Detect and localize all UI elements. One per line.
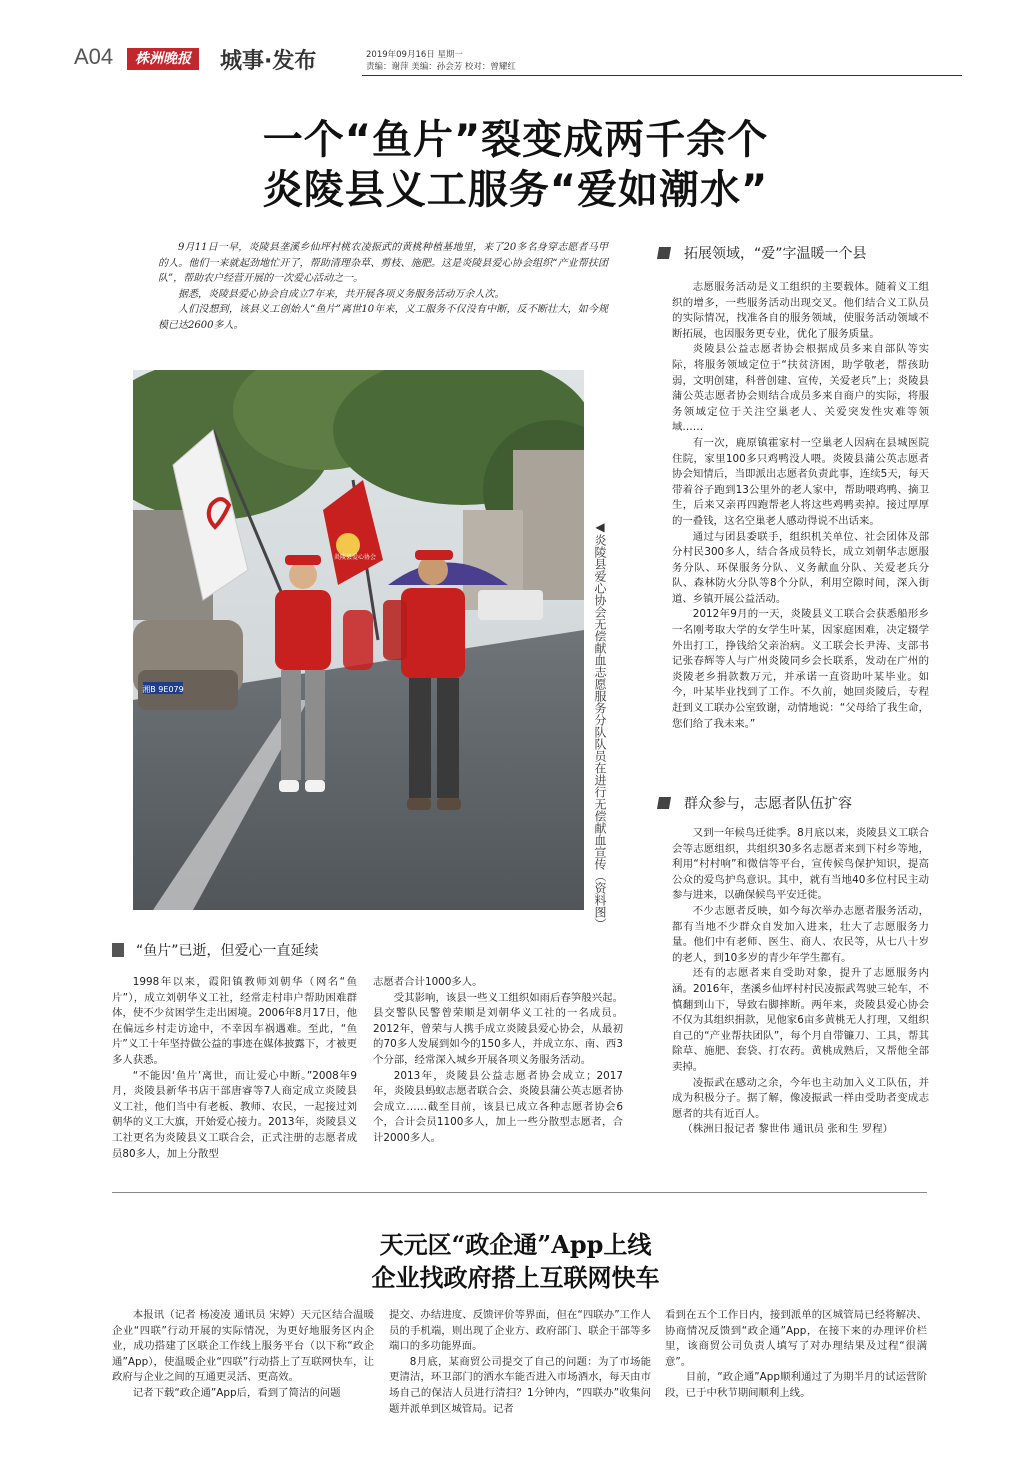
plate-text: 湘B 9E079	[142, 685, 184, 694]
body-paragraph: 记者下载“政企通”App后，看到了简洁的问题	[132, 1386, 341, 1399]
section1-header	[112, 940, 319, 960]
article2-column-3	[665, 1308, 927, 1402]
article-lead	[158, 240, 608, 333]
body-paragraph: “不能因‘鱼片’离世，而让爱心中断。”2008年9月，炎陵县新华书店干部唐睿等7人商定成立炎陵县义工社，他们当中有老板、教师、农民，一起接过刘朝华的义工大旗，开始爱心接力。2013年，炎陵县义工社更名为炎陵县义工联合会，正式注册的志愿者成员80多人，加上分散型	[112, 1069, 357, 1160]
article-divider	[112, 1192, 927, 1193]
editors-line: 责编：谢萍 美编：孙会芳 校对：曾耀红	[366, 62, 516, 72]
body-paragraph: 通过与团县委联手，组织机关单位、社会团体及部分村民300多人，结合各成员特长，成立刘朝华志愿服务分队、环保服务分队、义务献血分队、关爱老兵分队、森林防火分队等8个分队，利用空隙时间，深入街道、乡镇开展公益活动。	[672, 530, 929, 605]
article2-headline-line-1: 天元区“政企通”App上线	[379, 1230, 652, 1259]
lead-paragraph: 据悉，炎陵县爱心协会自成立7年来，共开展各项义务服务活动万余人次。	[178, 288, 505, 300]
photo-illustration	[133, 370, 584, 910]
header-rule	[362, 75, 962, 76]
body-paragraph: 又到一年候鸟迁徙季。8月底以来，炎陵县义工联合会等志愿组织，共组织30多名志愿者来到下村乡等地，利用“村村响”和微信等平台，宣传候鸟保护知识，提高公众的爱鸟护鸟意识。其中，就有当地40多位村民主动参与进来，以确保候鸟平安迁徙。	[672, 827, 929, 902]
byline: （株洲日报记者 黎世伟 通讯员 张和生 罗程）	[682, 1123, 894, 1136]
section-marker-icon	[657, 797, 671, 809]
body-paragraph: 凌振武在感动之余，今年也主动加入义工队伍，并成为积极分子。据了解，像凌振武一样由受助者变成志愿者的共有近百人。	[672, 1076, 929, 1120]
headline-line-1: 一个“鱼片”裂变成两千余个	[262, 117, 769, 163]
body-paragraph: 目前，“政企通”App顺利通过了为期半月的试运营阶段，已于中秋节期间顺利上线。	[665, 1371, 927, 1399]
section3-header	[658, 793, 852, 813]
article2-column-2	[389, 1308, 651, 1417]
section1-title: “鱼片”已逝，但爱心一直延续	[136, 943, 319, 959]
paper-logo: 株洲晚报	[127, 48, 199, 70]
photo-caption: ◀炎陵县爱心协会无偿献血志愿服务分队队员在进行无偿献血宣传（资料图）	[593, 520, 607, 930]
section2-header	[658, 243, 867, 263]
body-paragraph: 1998年以来，霞阳镇教师刘朝华（网名“鱼片”），成立刘朝华义工社，经常走村串户帮助困难群体，使不少贫困学生走出困境。2006年8月17日，他在偏远乡村走访途中，不幸因车祸遇难。至此，“鱼片”义工十年坚持做公益的事迹在媒体披露下，才被更多人获悉。	[112, 976, 357, 1066]
volunteer-photo	[133, 370, 584, 910]
section3-body	[672, 826, 929, 1138]
headline-line-2: 炎陵县义工服务“爱如潮水”	[262, 167, 769, 213]
body-paragraph: 提交、办结进度、反馈评价等界面，但在“四联办”工作人员的手机端，则出现了企业方、政府部门、联企干部等多端口的多功能界面。	[389, 1309, 651, 1353]
section2-title: 拓展领域，“爱”字温暖一个县	[684, 246, 867, 262]
section3-title: 群众参与，志愿者队伍扩容	[684, 796, 852, 812]
body-paragraph: 志愿服务活动是义工组织的主要载体。随着义工组织的增多，一些服务活动出现交叉。他们结合义工队员的实际情况，找准各自的服务领域，使服务活动领域不断拓展，也因服务更专业，优化了服务质量。	[672, 281, 929, 340]
section-marker-icon	[657, 247, 671, 259]
lead-paragraph: 人们没想到，该县义工创始人“鱼片”离世10年来，义工服务不仅没有中断，反不断壮大，如今规模已达2600多人。	[158, 304, 608, 331]
body-paragraph: 还有的志愿者来自受助对象，提升了志愿服务内涵。2016年，垄溪乡仙坪村村民凌振武驾驶三轮车，不慎翻到山下，导致右脚摔断。两年来，炎陵县爱心协会不仅为其组织捐款，见他家6亩多黄桃无人打理，又组织自己的“产业帮扶团队”，每个月自带镰刀、工具，帮其除草、施肥、套袋、打农药。黄桃成熟后，又帮他全部卖掉。	[672, 967, 929, 1073]
section-title: 城事·发布	[220, 49, 317, 74]
section1-column-1	[112, 975, 357, 1162]
body-paragraph: 志愿者合计1000多人。	[373, 976, 483, 988]
date-line: 2019年09月16日 星期一	[366, 50, 463, 60]
article2-column-1	[112, 1308, 374, 1402]
body-paragraph: 受其影响，该县一些义工组织如雨后春笋般兴起。县交警队民警曾荣顺是刘朝华义工社的一名成员。2012年，曾荣与人携手成立炎陵县爱心协会，从最初的70多人发展到如今的150多人，并成立东、南、西3个分部，经常深入城乡开展各项义务服务活动。	[373, 991, 623, 1066]
body-paragraph: 8月底，某商贸公司提交了自己的问题：为了市场能更清洁，环卫部门的洒水车能否进入市场酒水，每天由市场自己的保洁人员进行清扫？1分钟内，“四联办”收集问题并派单到区城管局。记者	[389, 1355, 651, 1415]
section1-column-2	[373, 975, 623, 1147]
lead-paragraph: 9月11日一早，炎陵县垄溪乡仙坪村桃农凌振武的黄桃种植基地里，来了20多名身穿志愿者马甲的人。他们一来就起劲地忙开了，帮助清理杂草、剪枝、施肥。这是炎陵县爱心协会组织“产业帮扶团队”，帮助农户经营开展的一次爱心活动之一。	[158, 242, 608, 284]
article2-headline-line-2: 企业找政府搭上互联网快车	[371, 1263, 660, 1292]
body-paragraph: 2013年，炎陵县公益志愿者协会成立；2017年，炎陵县蚂蚁志愿者联合会、炎陵县蒲公英志愿者协会成立……截至目前，该县已成立各种志愿者协会6个，合计会员1100多人，加上一些分散型志愿者，合计2000多人。	[373, 1069, 623, 1144]
section-marker-icon	[112, 943, 124, 957]
page-number: A04	[74, 44, 114, 69]
body-paragraph: 2012年9月的一天，炎陵县义工联合会获悉船形乡一名刚考取大学的女学生叶某，因家庭困难，决定辍学外出打工，挣钱给父亲治病。义工联会长尹涛、支部书记张春辉等人与广州炎陵同乡会长联系，发动在广州的炎陵老乡捐款数万元，并承诺一直资助叶某毕业。如今，叶某毕业找到了工作。不久前，她回炎陵后，专程赶到义工联办公室致谢，动情地说：“父母给了我生命，您们给了我未来。”	[672, 608, 929, 730]
body-paragraph: 不少志愿者反映，如今每次举办志愿者服务活动，都有当地不少群众自发加入进来，壮大了志愿服务力量。他们中有老师、医生、商人、农民等，从七八十岁的老人，到10多岁的青少年学生都有。	[672, 904, 929, 964]
body-paragraph: 炎陵县公益志愿者协会根据成员多来自部队等实际，将服务领域定位于“扶贫济困，助学敬老，帮孩助弱，文明创建，科普创建、宣传，关爱老兵”上；炎陵县蒲公英志愿者协会则结合成员多来自商户的实际，将服务领域定位于关注空巢老人、关爱突发性灾难等领域……	[672, 343, 929, 434]
body-paragraph: 有一次，鹿原镇霍家村一空巢老人因病在县城医院住院，家里100多只鸡鸭没人喂。炎陵县蒲公英志愿者协会知情后，当即派出志愿者负责此事，连续5天，每天带着谷子跑到13公里外的老人家中，帮助喂鸡鸭、摘卫生，后来又亲再四跑帮老人将这些鸡鸭卖掉。接过厚厚的一叠钱，这名空巢老人感动得说不出话来。	[672, 436, 929, 527]
body-paragraph: 本报讯（记者 杨凌凌 通讯员 宋婷）天元区结合温暖企业“四联”行动开展的实际情况，为更好地服务区内企业，成功搭建了区联企工作线上服务平台（以下称“政企通”App），使温暖企业“四联”行动搭上了互联网快车，让政府与企业之间的互通更灵活、更高效。	[112, 1309, 374, 1384]
section2-body	[672, 280, 929, 732]
body-paragraph: 看到在五个工作日内，接到派单的区城管局已经将解决、协商情况反馈到“政企通”App，在接下来的办理评价栏里，该商贸公司负责人填写了对办理结果及过程“很满意”。	[665, 1309, 927, 1368]
flag-text: 炎陵县爱心协会	[333, 554, 376, 561]
